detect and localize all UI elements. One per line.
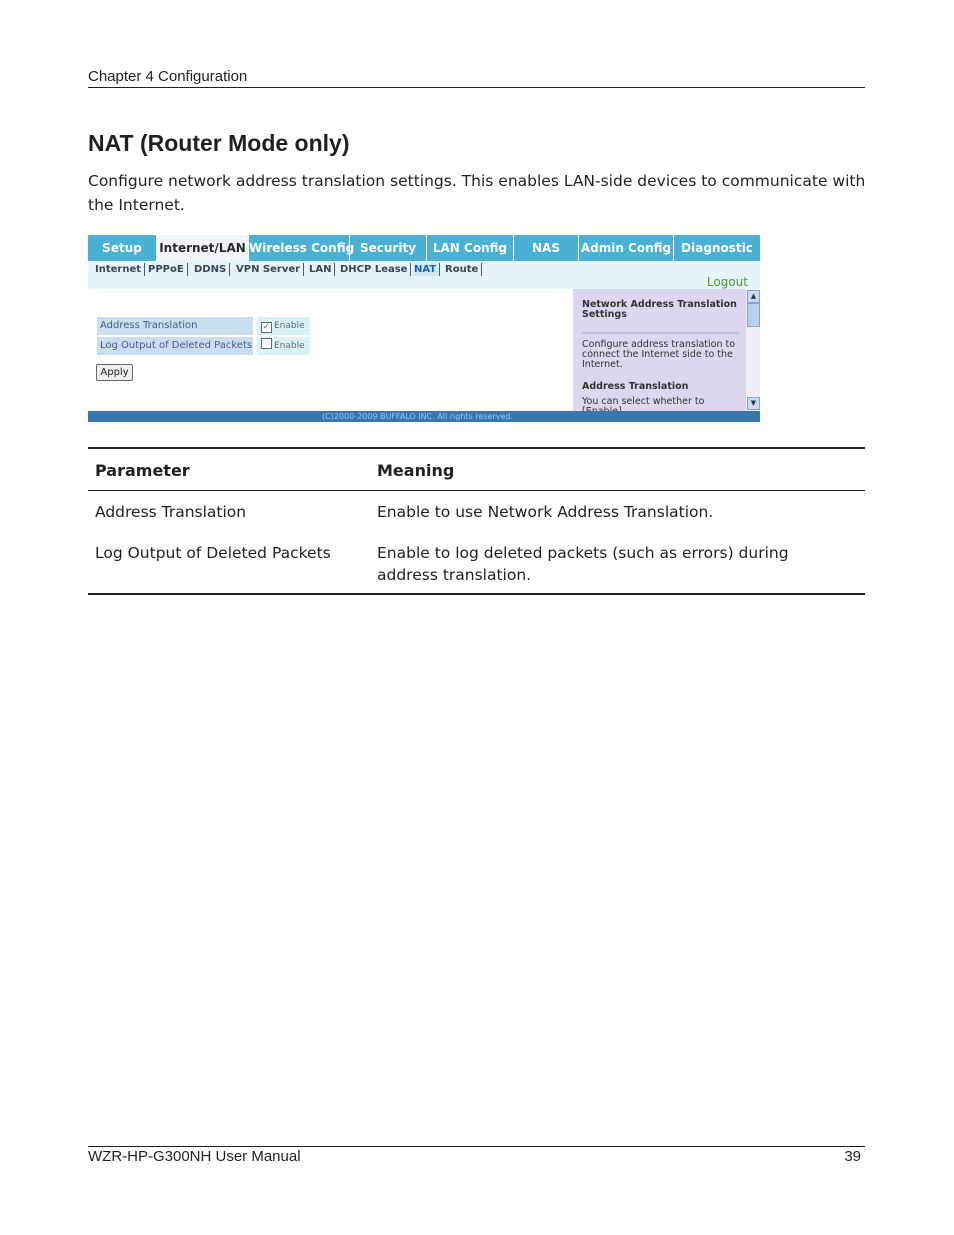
table-row-2-meaning: Enable to log deleted packets (such as errors) during address translation.: [377, 544, 789, 584]
scroll-up-icon[interactable]: ▲: [747, 290, 760, 303]
help-scrollbar[interactable]: [746, 289, 760, 411]
table-top-rule: [88, 447, 865, 449]
intro-paragraph: Configure network address translation settings. This enables LAN-side devices to communicate with the Internet.: [88, 172, 866, 214]
copyright-text: (C)2000-2009 BUFFALO INC. All rights reserved.: [322, 412, 513, 421]
help-heading: Network Address Translation Settings: [582, 299, 737, 320]
tab-wireless-config[interactable]: Wireless Config: [249, 235, 350, 261]
table-row-2-parameter: Log Output of Deleted Packets: [95, 544, 331, 562]
subtab-nat[interactable]: NAT: [414, 263, 440, 276]
help-body: Configure address translation to connect the Internet side to the Internet.: [582, 339, 736, 370]
table-header-meaning: Meaning: [377, 461, 455, 480]
tab-nas[interactable]: NAS: [514, 235, 579, 261]
chapter-header: Chapter 4 Configuration: [88, 68, 248, 85]
page-title: NAT (Router Mode only): [88, 130, 350, 156]
router-screenshot: [88, 235, 760, 422]
subtab-ddns[interactable]: DDNS: [194, 263, 230, 276]
address-translation-checkbox[interactable]: ✓: [262, 322, 271, 332]
tab-admin-config[interactable]: Admin Config: [579, 235, 674, 261]
subtab-dhcp-lease[interactable]: DHCP Lease: [340, 263, 411, 276]
address-translation-label: Address Translation: [97, 317, 253, 335]
table-bottom-rule: [88, 593, 865, 595]
help-divider: [582, 332, 739, 334]
help-section-text: You can select whether to: [582, 396, 705, 407]
footer-rule: [88, 1146, 865, 1147]
nat-settings-form: [88, 289, 573, 411]
log-deleted-packets-field: [257, 337, 310, 355]
address-translation-option: Enable: [274, 321, 305, 331]
tab-internet-lan[interactable]: Internet/LAN: [157, 235, 249, 261]
table-row-1-parameter: Address Translation: [95, 503, 247, 521]
copyright-bar: [88, 411, 760, 422]
footer-page-number: 39: [844, 1148, 861, 1165]
help-panel: [573, 289, 746, 411]
sub-tab-bar: [88, 261, 760, 289]
tab-diagnostic[interactable]: Diagnostic: [681, 241, 753, 255]
scroll-down-icon[interactable]: ▼: [747, 397, 760, 410]
subtab-lan[interactable]: LAN: [309, 263, 335, 276]
subtab-internet[interactable]: Internet: [95, 263, 145, 276]
table-row-1-meaning: Enable to use Network Address Translation.: [377, 503, 714, 521]
subtab-route[interactable]: Route: [445, 263, 482, 276]
log-deleted-packets-label: Log Output of Deleted Packets: [97, 337, 253, 355]
table-header-rule: [88, 490, 865, 491]
main-tab-bar: [88, 235, 760, 261]
log-deleted-packets-checkbox[interactable]: [261, 338, 272, 349]
log-deleted-packets-option: Enable: [274, 341, 305, 351]
help-section-title: Address Translation: [582, 381, 689, 392]
subtab-pppoe[interactable]: PPPoE: [148, 263, 188, 276]
tab-setup[interactable]: Setup: [88, 235, 157, 261]
table-header-parameter: Parameter: [95, 461, 190, 480]
header-rule: [88, 87, 865, 88]
address-translation-field: [257, 317, 310, 335]
footer-manual-name: WZR-HP-G300NH User Manual: [88, 1148, 301, 1165]
tab-lan-config[interactable]: LAN Config: [427, 235, 514, 261]
tab-security[interactable]: Security: [350, 235, 427, 261]
logout-link[interactable]: Logout: [706, 275, 748, 289]
apply-button[interactable]: Apply: [96, 364, 133, 381]
scroll-thumb[interactable]: [747, 303, 760, 327]
subtab-vpn-server[interactable]: VPN Server: [236, 263, 304, 276]
